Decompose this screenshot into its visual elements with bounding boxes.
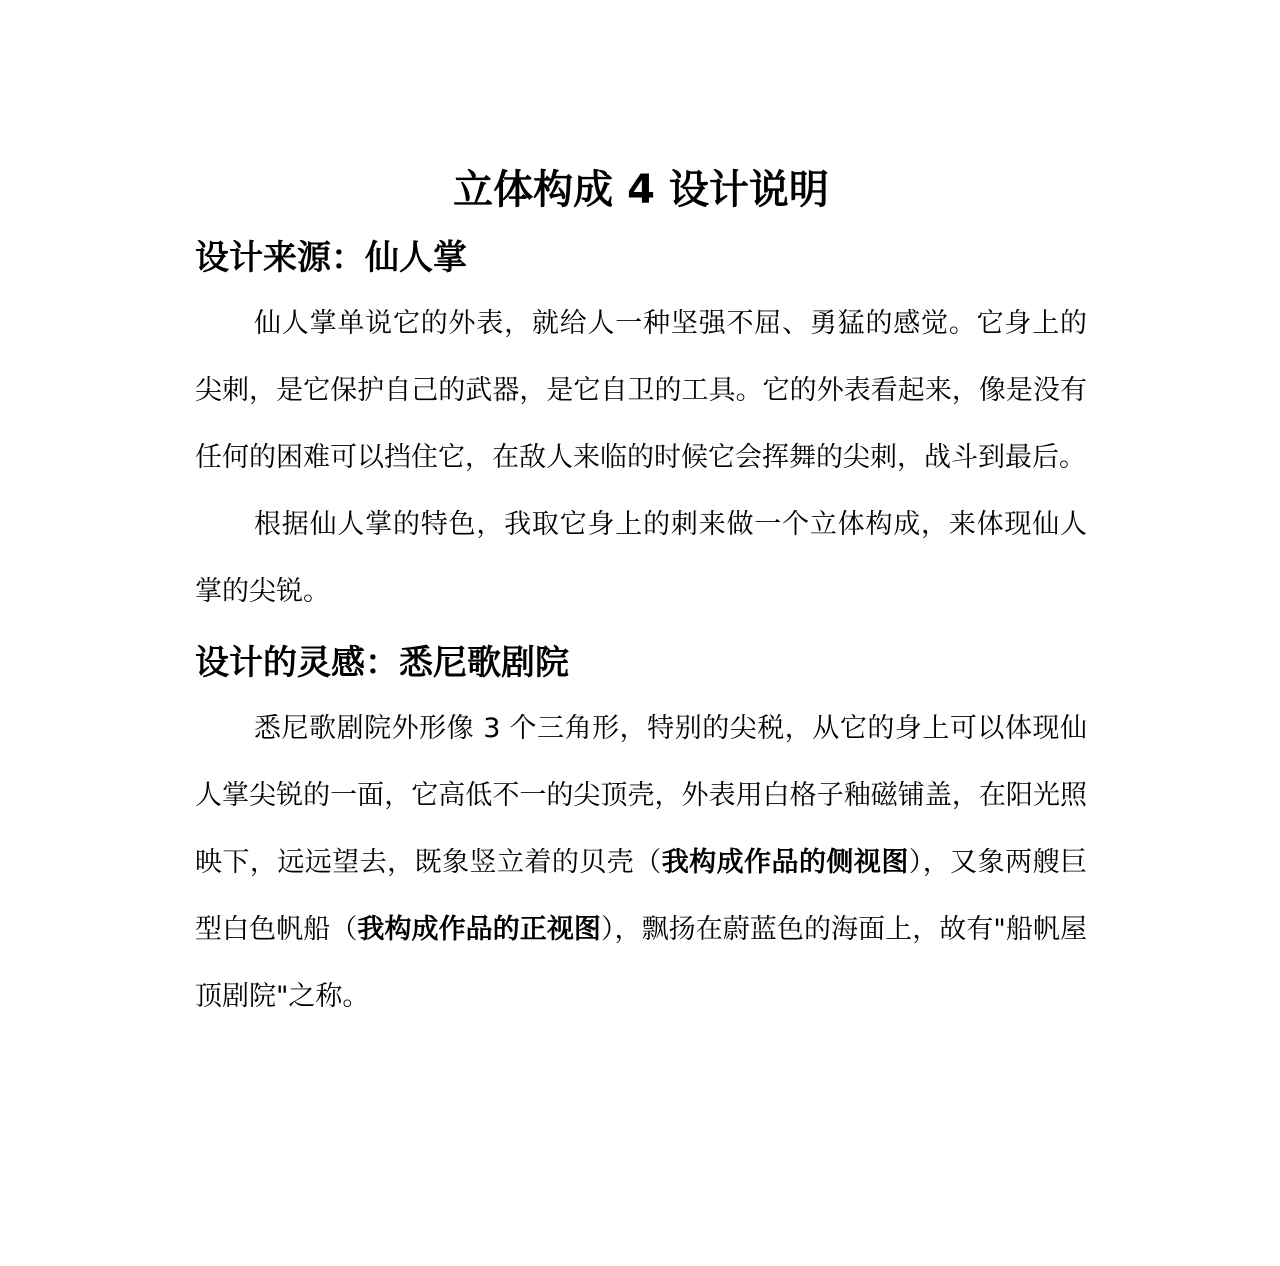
opera-text-part-1: 悉尼歌剧院外形像 3 个三角形，特别的尖税，从它的身上可以体现仙人掌尖锐的一面，它高低不一的尖顶壳，外表用白格子釉磁铺盖，在阳光照映下，远远望去，既象竖立着的贝壳（ <box>195 713 1087 878</box>
document-page <box>195 160 1087 1030</box>
paragraph-cactus-description: 仙人掌单说它的外表，就给人一种坚强不屈、勇猛的感觉。它身上的尖刺，是它保护自己的武器，是它自卫的工具。它的外表看起来，像是没有任何的困难可以挡住它，在敌人来临的时候它会挥舞的尖刺，战斗到最后。 <box>195 308 1087 473</box>
paragraph-cactus-feature: 根据仙人掌的特色，我取它身上的刺来做一个立体构成，来体现仙人掌的尖锐。 <box>195 509 1087 607</box>
section-heading-source: 设计来源：仙人掌 <box>195 238 467 278</box>
document-title: 立体构成 4 设计说明 <box>453 167 829 213</box>
paragraph-opera-house <box>195 695 1087 1030</box>
front-view-emphasis: 我构成作品的正视图 <box>357 914 601 945</box>
opera-text-part-3: ），飘扬在蔚蓝色的海面上，故有"船帆屋顶剧院"之称。 <box>195 914 1088 1012</box>
side-view-emphasis: 我构成作品的侧视图 <box>661 847 909 878</box>
opera-text-part-2: ），又象两艘巨型白色帆船（ <box>195 847 1087 945</box>
section-heading-inspiration: 设计的灵感：悉尼歌剧院 <box>195 643 569 683</box>
